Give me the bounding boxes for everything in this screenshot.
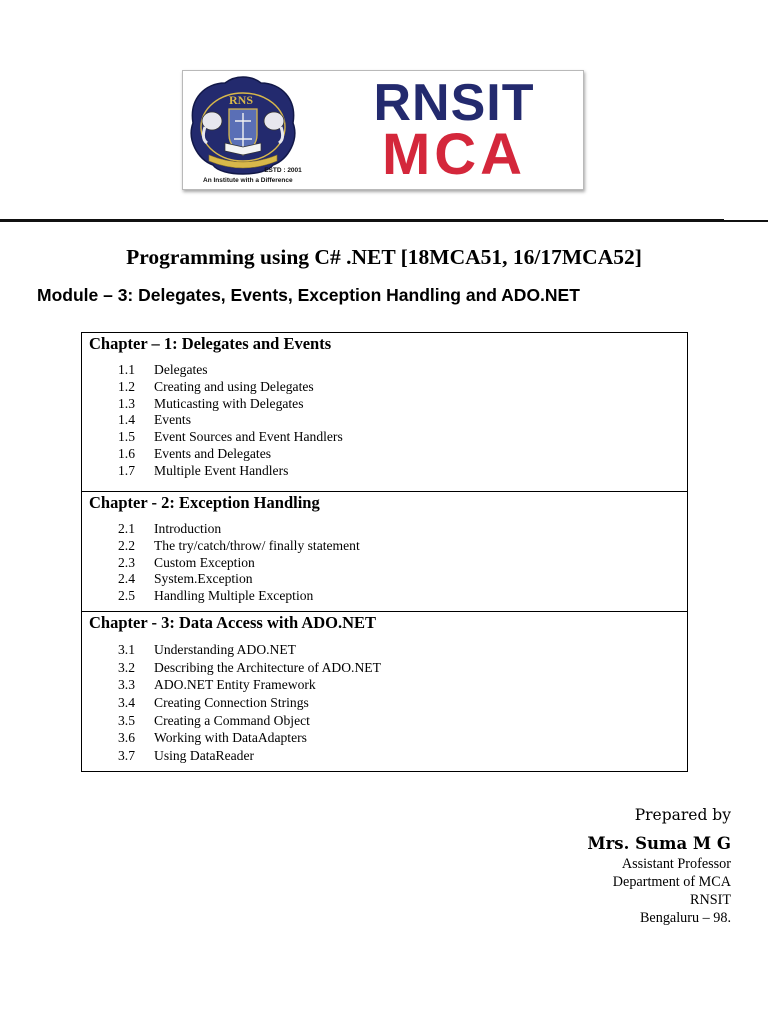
logo-wordmark-rnsit: RNSIT: [373, 74, 535, 132]
topic-text: ADO.NET Entity Framework: [154, 677, 316, 693]
institute-motto: An Institute with a Difference: [203, 177, 293, 184]
topic-text: Introduction: [154, 521, 222, 536]
topic-text: Custom Exception: [154, 554, 255, 570]
topic-text: Describing the Architecture of ADO.NET: [154, 659, 381, 675]
topic-number: 3.2: [118, 659, 135, 675]
topic-number: 3.5: [118, 712, 135, 728]
module-title: Module – 3: Delegates, Events, Exception Handling and ADO.NET: [37, 285, 580, 305]
topic-text: Multiple Event Handlers: [154, 462, 289, 478]
topic-number: 2.4: [118, 571, 135, 587]
topic-text: Understanding ADO.NET: [154, 642, 296, 657]
topic-text: System.Exception: [154, 571, 253, 587]
topic-text: Delegates: [154, 362, 208, 377]
header-divider: [0, 219, 724, 222]
topic-number: 1.5: [118, 429, 135, 445]
topic-number: 1.1: [118, 362, 135, 377]
topic-number: 1.7: [118, 462, 135, 478]
course-title: Programming using C# .NET [18MCA51, 16/17MCA52]: [126, 245, 642, 269]
chapter-1-section: [82, 333, 687, 491]
chapter-3-title: Chapter - 3: Data Access with ADO.NET: [89, 613, 377, 632]
topic-number: 3.4: [118, 695, 135, 711]
topic-number: 1.4: [118, 412, 135, 428]
topic-number: 2.2: [118, 537, 135, 553]
topic-text: Event Sources and Event Handlers: [154, 429, 343, 445]
topic-number: 2.3: [118, 554, 135, 570]
seal-acronym: RNS: [228, 93, 253, 107]
topic-text: Events and Delegates: [154, 445, 272, 461]
topic-text: Using DataReader: [154, 748, 255, 764]
topic-number: 2.5: [118, 588, 135, 604]
topic-number: 1.6: [118, 445, 135, 461]
author-designation: Assistant Professor: [621, 856, 731, 872]
logo-wordmark-mca: MCA: [381, 122, 527, 187]
topic-text: Creating and using Delegates: [154, 378, 314, 394]
chapter-2-title: Chapter - 2: Exception Handling: [89, 493, 320, 512]
topic-number: 3.1: [118, 642, 135, 657]
established-year: ESTD : 2001: [264, 167, 302, 174]
header-divider-tail: [724, 220, 768, 222]
topic-text: Handling Multiple Exception: [154, 588, 314, 604]
topic-text: Events: [154, 412, 191, 428]
institute-logo: [182, 70, 584, 190]
author-institute: RNSIT: [690, 892, 731, 908]
author-name: Mrs. Suma M G: [587, 834, 731, 853]
topic-number: 1.3: [118, 395, 135, 411]
topic-number: 3.6: [118, 730, 135, 746]
author-city: Bengaluru – 98.: [639, 910, 731, 926]
author-department: Department of MCA: [612, 874, 731, 890]
topic-number: 1.2: [118, 378, 135, 394]
topic-number: 3.3: [118, 677, 135, 693]
prepared-by-label: Prepared by: [634, 806, 731, 824]
chapter-1-title: Chapter – 1: Delegates and Events: [89, 334, 332, 353]
topic-text: Muticasting with Delegates: [154, 395, 304, 411]
topic-text: Creating a Command Object: [154, 712, 310, 728]
topic-text: Creating Connection Strings: [154, 695, 309, 711]
topic-text: The try/catch/throw/ finally statement: [154, 537, 360, 553]
syllabus-table: [81, 332, 688, 772]
topic-text: Working with DataAdapters: [154, 730, 307, 746]
topic-number: 2.1: [118, 521, 135, 536]
chapter-2-section: [82, 491, 687, 611]
chapter-3-section: [82, 611, 687, 771]
topic-number: 3.7: [118, 748, 135, 764]
